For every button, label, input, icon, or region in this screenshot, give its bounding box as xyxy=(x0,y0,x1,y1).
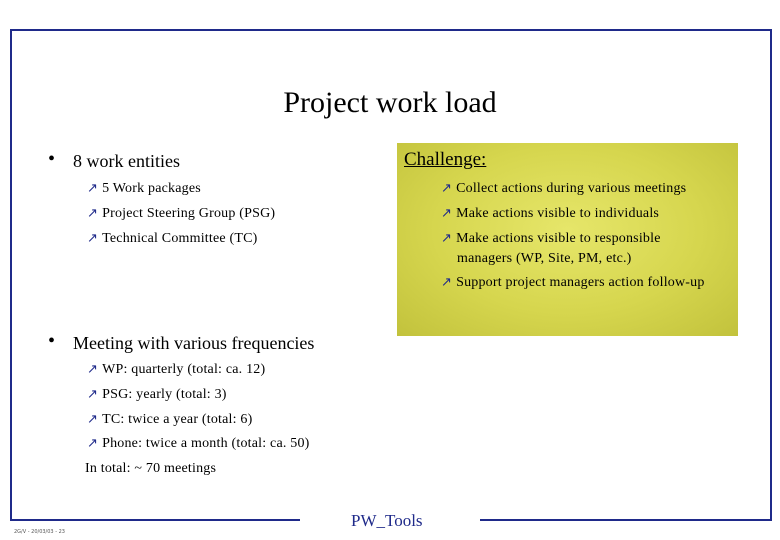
bullet-dot: • xyxy=(48,330,56,352)
bullet-summary: In total: ~ 70 meetings xyxy=(85,461,217,476)
challenge-item: ↗ Make actions visible to responsible xyxy=(441,231,661,246)
arrow-up-right-icon: ↗ xyxy=(441,231,453,246)
arrow-up-right-icon: ↗ xyxy=(87,362,99,377)
challenge-item: ↗ Collect actions during various meetings xyxy=(441,181,687,196)
frame-bottom-line-right xyxy=(480,519,772,521)
bullet-subitem: ↗ Project Steering Group (PSG) xyxy=(87,206,276,221)
footer-small-text: 2G/V - 20/03/03 - 23 xyxy=(14,529,65,535)
bullet-subitem: ↗ TC: twice a year (total: 6) xyxy=(87,412,253,427)
frame-top-line xyxy=(10,29,772,31)
arrow-up-right-icon: ↗ xyxy=(87,181,99,196)
bullet-subitem: ↗ Phone: twice a month (total: ca. 50) xyxy=(87,436,310,451)
bullet-text: Meeting with various frequencies xyxy=(73,333,315,353)
challenge-item: ↗ Make actions visible to individuals xyxy=(441,206,660,221)
arrow-up-right-icon: ↗ xyxy=(87,436,99,451)
arrow-up-right-icon: ↗ xyxy=(87,231,99,246)
frame-bottom-line-left xyxy=(10,519,300,521)
arrow-up-right-icon: ↗ xyxy=(441,275,453,290)
bullet-subitem: ↗ WP: quarterly (total: ca. 12) xyxy=(87,362,266,377)
bullet-text: 8 work entities xyxy=(73,151,180,171)
slide-title: Project work load xyxy=(283,86,497,119)
bullet-subitem: ↗ 5 Work packages xyxy=(87,181,201,196)
bullet-subitem: ↗ Technical Committee (TC) xyxy=(87,231,258,246)
challenge-item-continuation: managers (WP, Site, PM, etc.) xyxy=(457,251,632,266)
arrow-up-right-icon: ↗ xyxy=(87,387,99,402)
footer-title: PW_Tools xyxy=(351,511,423,530)
arrow-up-right-icon: ↗ xyxy=(441,206,453,221)
challenge-item: ↗ Support project managers action follow-up xyxy=(441,275,705,290)
arrow-up-right-icon: ↗ xyxy=(87,412,99,427)
bullet-subitem: ↗ PSG: yearly (total: 3) xyxy=(87,387,227,402)
arrow-up-right-icon: ↗ xyxy=(87,206,99,221)
arrow-up-right-icon: ↗ xyxy=(441,181,453,196)
challenge-title: Challenge: xyxy=(404,149,487,170)
bullet-dot: • xyxy=(48,148,56,170)
